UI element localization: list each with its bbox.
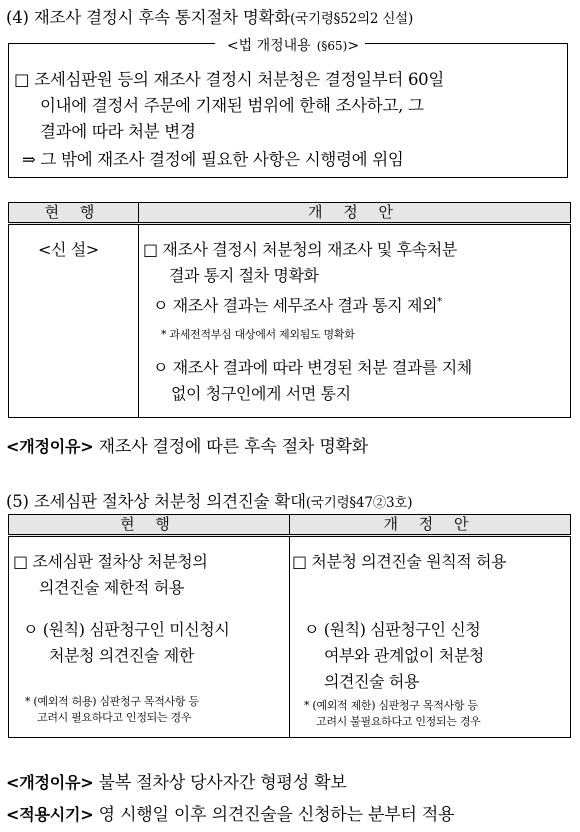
section5-title: [6, 488, 412, 512]
current-new-label: <신 설>: [38, 240, 99, 259]
proposed-item-3a: ㅇ 재조사 결과에 따라 변경된 처분 결과를 지체: [153, 358, 472, 377]
section5-effective: <적용시기> 영 시행일 이후 의견진술을 신청하는 분부터 적용: [6, 805, 455, 825]
proposed-item-1b: 결과 통지 절차 명확화: [169, 266, 319, 285]
section4-comparison-table: [8, 202, 571, 418]
law-line-1: □ 조세심판원 등의 재조사 결정시 처분청은 결정일부터 60일: [14, 70, 444, 89]
s5-proposed-note-2: 고려시 불필요하다고 인정되는 경우: [316, 715, 481, 728]
proposed-item-3b: 없이 청구인에게 서면 통지: [171, 384, 351, 403]
s5-current-1a: □ 조세심판 절차상 처분청의: [13, 552, 208, 571]
s5-current-2b: 처분청 의견진술 제한: [49, 646, 194, 665]
proposed-item-1a: □ 재조사 결정시 처분청의 재조사 및 후속처분: [143, 240, 457, 259]
section4-title-text: (4) 재조사 결정시 후속 통지절차 명확화: [6, 8, 291, 27]
s5-proposed-2b: 여부와 관계없이 처분청: [324, 646, 484, 665]
s5-proposed-2c: 의견진술 허용: [324, 672, 420, 691]
s5-col-current-header: 현 행: [9, 515, 290, 536]
s5-col-proposed-header: 개 정 안: [290, 515, 571, 536]
section4-reason: <개정이유> 재조사 결정에 따른 후속 절차 명확화: [6, 437, 369, 457]
s5-current-note-2: 고려시 필요하다고 인정되는 경우: [37, 711, 192, 724]
col-current-header: 현 행: [9, 203, 139, 224]
s5-current-1b: 의견진술 제한적 허용: [39, 578, 184, 597]
s5-current-note-1: * (예외적 허용) 심판청구 목적사항 등: [25, 695, 199, 708]
law-line-2: 이내에 결정서 주문에 기재된 범위에 한해 조사하고, 그: [40, 96, 424, 115]
proposed-note: * 과세전적부심 대상에서 제외됨도 명확화: [161, 328, 355, 341]
s5-current-2a: ㅇ (원칙) 심판청구인 미신청시: [23, 620, 230, 639]
law-line-4: ⇒ 그 밖에 재조사 결정에 필요한 사항은 시행령에 위임: [22, 150, 404, 169]
law-amendment-legend: <법 개정내용 (§65)>: [0, 35, 580, 55]
col-proposed-header: 개 정 안: [139, 203, 571, 224]
section4-title: [6, 4, 413, 28]
section5-ref: (국기령§47②3호): [305, 495, 413, 511]
s5-proposed-2a: ㅇ (원칙) 심판청구인 신청: [304, 620, 481, 639]
section4-ref: (국기령§52의2 신설): [290, 11, 414, 27]
section5-comparison-table: [8, 514, 571, 738]
section5-title-text: (5) 조세심판 절차상 처분청 의견진술 확대: [6, 492, 306, 511]
s5-proposed-1: □ 처분청 의견진술 원칙적 허용: [292, 552, 507, 571]
section5-reason: <개정이유> 불복 절차상 당사자간 형평성 확보: [6, 773, 347, 793]
law-line-3: 결과에 따라 처분 변경: [40, 122, 196, 141]
s5-proposed-note-1: * (예외적 제한) 심판청구 목적사항 등: [304, 699, 478, 712]
proposed-item-2: ㅇ 재조사 결과는 세무조사 결과 통지 제외*: [153, 296, 442, 315]
